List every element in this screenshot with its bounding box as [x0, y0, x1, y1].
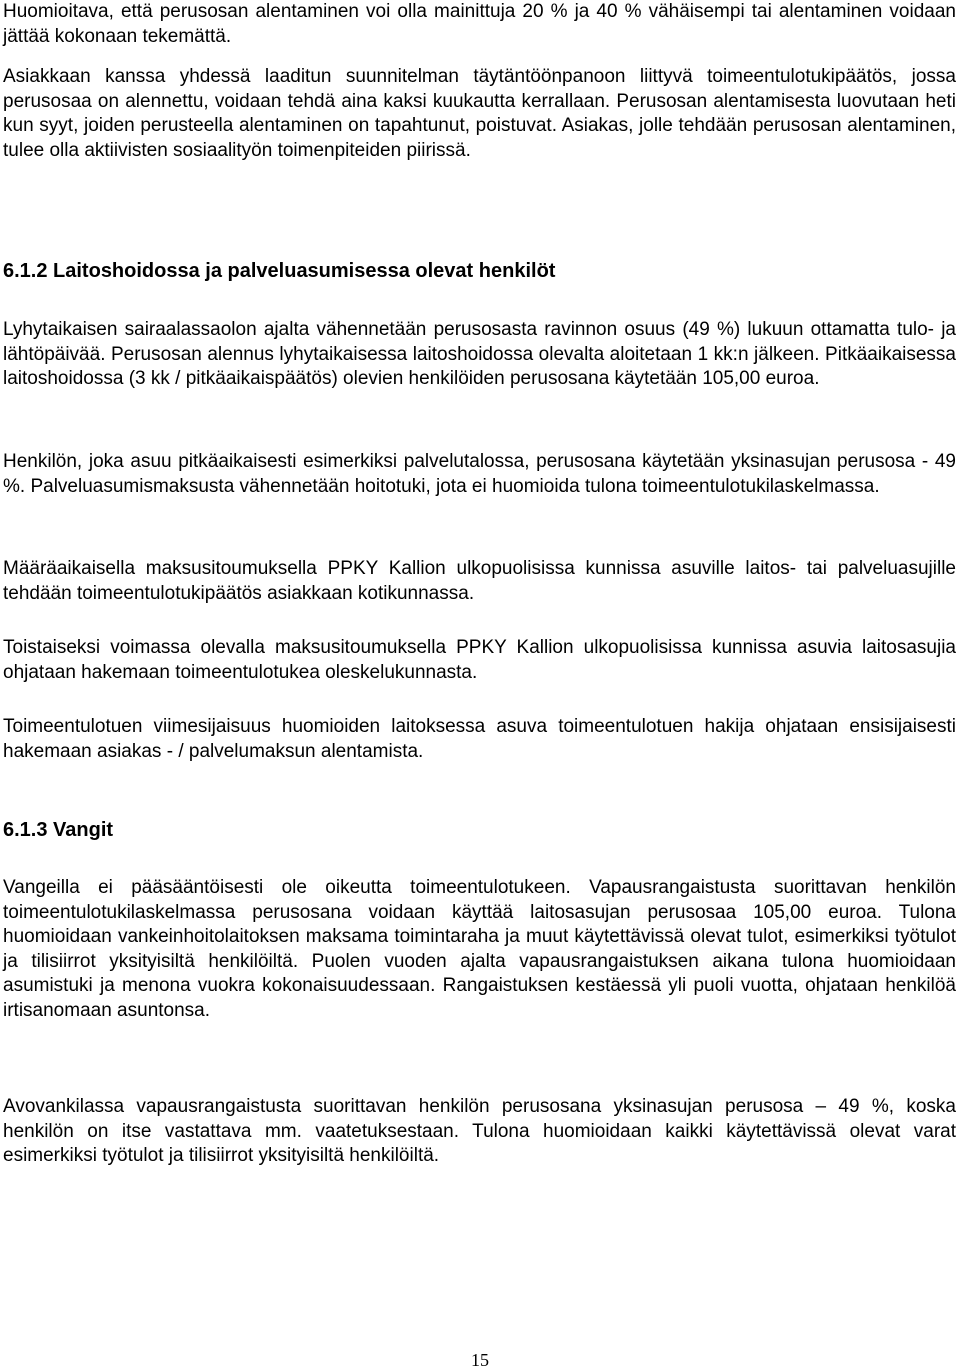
paragraph-sairaalassaolo: Lyhytaikaisen sairaalassaolon ajalta vähennetään perusosasta ravinnon osuus (49 %) lukuun ottamatta tulo- ja lähtöpäivää. Perusosan alennus lyhytaikaisessa laitoshoidossa olevalta aloitetaan 1 kk:n jälkeen. Pitkäaikaisessa laitoshoidossa (3 kk / pitkäaikaispäätös) olevien henkilöiden perusosana käytetään 105,00 euroa. [3, 319, 956, 389]
paragraph-perusosan-alentaminen-note: Huomioitava, että perusosan alentaminen voi olla mainittuja 20 % ja 40 % vähäisempi tai alentaminen voidaan jättää kokonaan tekemättä. [3, 1, 956, 47]
paragraph-avovankila: Avovankilassa vapausrangaistusta suorittavan henkilön perusosana yksinasujan perusosa – 49 %, koska henkilön on itse vastattava mm. vaatetuksestaan. Tulona huomioidaan kaikki käytettävissä olevat varat esimerkiksi työtulot ja tilisiirrot yksityisiltä henkilöiltä. [3, 1096, 956, 1166]
paragraph-maaraaikainen-maksusitoumus: Määräaikaisella maksusitoumuksella PPKY Kallion ulkopuolisissa kunnissa asuville laitos- tai palveluasujille tehdään toimeentulotukipäätös asiakkaan kotikunnassa. [3, 558, 956, 604]
paragraph-suunnitelma-paatos: Asiakkaan kanssa yhdessä laaditun suunnitelman täytäntöönpanoon liittyvä toimeentulotukipäätös, jossa perusosaa on alennettu, voidaan tehdä aina kaksi kuukautta kerrallaan. Perusosan alentamisesta luovutaan heti kun syyt, joiden perusteella alentaminen on tapahtunut, poistuvat. Asiakas, jolle tehdään perusosan alentaminen, tulee olla aktiivisten sosiaalityön toimenpiteiden piirissä. [3, 66, 956, 161]
paragraph-toistaiseksi-maksusitoumus: Toistaiseksi voimassa olevalla maksusitoumuksella PPKY Kallion ulkopuolisissa kunnissa asuvia laitosasujia ohjataan hakemaan toimeentulotukea oleskelukunnasta. [3, 637, 956, 683]
page-number: 15 [471, 1350, 489, 1370]
section-heading-6-1-2: 6.1.2 Laitoshoidossa ja palveluasumisessa olevat henkilöt [3, 260, 556, 282]
paragraph-viimesijaisuus: Toimeentulotuen viimesijaisuus huomioiden laitoksessa asuva toimeentulotuen hakija ohjataan ensisijaisesti hakemaan asiakas - / palvelumaksun alentamista. [3, 716, 956, 762]
section-heading-6-1-3: 6.1.3 Vangit [3, 819, 114, 841]
paragraph-vangit: Vangeilla ei pääsääntöisesti ole oikeutta toimeentulotukeen. Vapausrangaistusta suorittavan henkilön toimeentulotukilaskelmassa perusosana voidaan käyttää laitosasujan perusosaa 105,00 euroa. Tulona huomioidaan vankeinhoitolaitoksen maksama toimintaraha ja muut käytettävissä olevat tulot, esimerkiksi työtulot ja tilisiirrot yksityisiltä henkilöiltä. Puolen vuoden ajalta vapausrangaistuksen aikana tulona huomioidaan asumistuki ja menona vuokra kokonaisuudessaan. Rangaistuksen kestäessä yli puoli vuotta, ohjataan henkilöä irtisanomaan asuntonsa. [3, 877, 956, 1021]
paragraph-palvelutalo: Henkilön, joka asuu pitkäaikaisesti esimerkiksi palvelutalossa, perusosana käytetään yksinasujan perusosa - 49 %. Palveluasumismaksusta vähennetään hoitotuki, jota ei huomioida tulona toimeentulotukilaskelmassa. [3, 451, 956, 497]
